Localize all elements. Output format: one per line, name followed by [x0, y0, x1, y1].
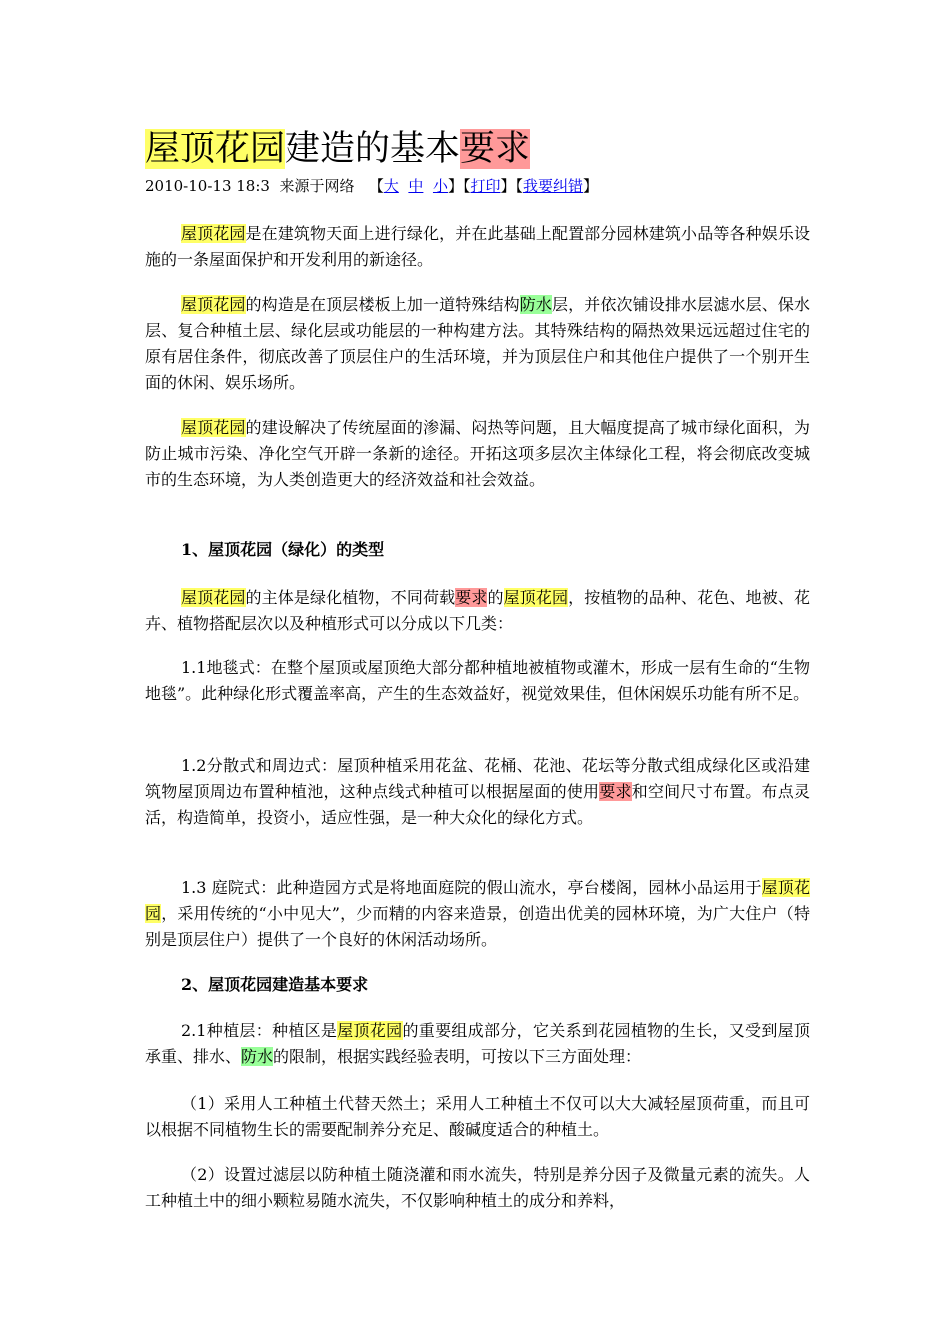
paragraph-carpet-type: 1.1地毯式：在整个屋顶或屋顶绝大部分都种植地被植物或灌木，形成一层有生命的“生物地毯”。此种绿化形式覆盖率高，产生的生态效益好，视觉效果佳，但休闲娱乐功能有所不足。 [145, 658, 810, 703]
highlight-garden: 屋顶花园 [181, 295, 246, 314]
highlight-garden: 屋顶花园 [503, 588, 569, 607]
print-link[interactable]: 打印 [470, 177, 501, 195]
highlight-garden: 屋顶花园 [145, 878, 810, 923]
title-middle: 建造的基本 [285, 129, 461, 169]
paragraph-structure [145, 292, 810, 396]
bracket: 】【 [447, 177, 471, 195]
section-heading-requirements: 2、屋顶花园建造基本要求 [181, 975, 369, 994]
paragraph-benefits [145, 415, 810, 493]
highlight-waterproof: 防水 [519, 295, 553, 314]
paragraph-text: ，按植物的品种、花色、地被、花卉、植物搭配层次以及种植形式可以分成以下几类： [145, 588, 810, 633]
font-size-small-link[interactable]: 小 [432, 177, 448, 195]
highlight-garden: 屋顶花园 [181, 418, 246, 437]
paragraph-text: 1.3 庭院式：此种造园方式是将地面庭院的假山流水，亭台楼阁，园林小品运用于 [181, 878, 762, 897]
highlight-garden: 屋顶花园 [337, 1021, 403, 1040]
bracket: 】【 [500, 177, 524, 195]
highlight-garden: 屋顶花园 [181, 224, 246, 243]
section-heading-types: 1、屋顶花园（绿化）的类型 [181, 540, 385, 559]
font-size-large-link[interactable]: 大 [383, 177, 399, 195]
paragraph-text: 的限制，根据实践经验表明，可按以下三方面处理： [273, 1047, 642, 1066]
title-highlight-requirement: 要求 [460, 129, 531, 169]
paragraph-planting-layer [145, 1018, 810, 1070]
bracket: 【 [368, 177, 384, 195]
paragraph-text: 和空间尺寸布置。布点灵活，构造简单，投资小，适应性强，是一种大众化的绿化方式。 [145, 782, 810, 827]
report-error-link[interactable]: 我要纠错 [523, 177, 584, 195]
paragraph-text: 1.2分散式和周边式：屋顶种植采用花盆、花桶、花池、花坛等分散式组成绿化区或沿建筑物屋顶周边布置种植池，这种点线式种植可以根据屋面的使用 [145, 756, 810, 801]
publish-date: 2010-10-13 18:3 [145, 177, 270, 195]
highlight-requirement: 要求 [599, 782, 632, 801]
paragraph-text: 的建设解决了传统屋面的渗漏、闷热等问题，且大幅度提高了城市绿化面积，为防止城市污染、净化空气开辟一条新的途径。开拓这项多层次主体绿化工程，将会彻底改变城市的生态环境，为人类创造更大的经济效益和社会效益。 [145, 418, 810, 489]
paragraph-types-intro [145, 585, 810, 637]
paragraph-courtyard-type [145, 875, 810, 953]
highlight-waterproof: 防水 [241, 1047, 274, 1066]
paragraph-intro [145, 221, 810, 273]
title-highlight-garden: 屋顶花园 [145, 129, 286, 169]
article-meta [145, 175, 598, 197]
paragraph-artificial-soil: （1）采用人工种植土代替天然土；采用人工种植土不仅可以大大减轻屋顶荷重，而且可以根据不同植物生长的需要配制养分充足、酸碱度适合的种植土。 [145, 1094, 810, 1139]
paragraph-text: 的构造是在顶层楼板上加一道特殊结构 [245, 295, 520, 314]
paragraph-scattered-type [145, 753, 810, 831]
paragraph-text: 2.1种植层：种植区是 [181, 1021, 338, 1040]
paragraph-text: 的 [487, 588, 504, 607]
page-title [145, 126, 530, 172]
bracket: 】 [583, 177, 599, 195]
highlight-requirement: 要求 [455, 588, 488, 607]
paragraph-text: 的重要组成部分，它关系到花园植物的生长，又受到屋顶承重、排水、 [145, 1021, 810, 1066]
paragraph-text: 的主体是绿化植物，不同荷载 [245, 588, 456, 607]
highlight-garden: 屋顶花园 [181, 588, 246, 607]
paragraph-text: 层，并依次铺设排水层滤水层、保水层、复合种植土层、绿化层或功能层的一种构建方法。其特殊结构的隔热效果远远超过住宅的原有居住条件，彻底改善了顶层住户的生活环境，并为顶层住户和其他住户提供了一个别开生面的休闲、娱乐场所。 [145, 295, 810, 392]
paragraph-text: ，采用传统的“小中见大”，少而精的内容来造景，创造出优美的园林环境，为广大住户（特别是顶层住户）提供了一个良好的休闲活动场所。 [145, 904, 810, 949]
font-size-medium-link[interactable]: 中 [408, 177, 424, 195]
paragraph-filter-layer: （2）设置过滤层以防种植土随浇灌和雨水流失，特别是养分因子及微量元素的流失。人工种植土中的细小颗粒易随水流失，不仅影响种植土的成分和养料， [145, 1165, 810, 1210]
article-source: 来源于网络 [279, 177, 355, 195]
paragraph-text: 是在建筑物天面上进行绿化，并在此基础上配置部分园林建筑小品等各种娱乐设施的一条屋面保护和开发利用的新途径。 [145, 224, 810, 269]
